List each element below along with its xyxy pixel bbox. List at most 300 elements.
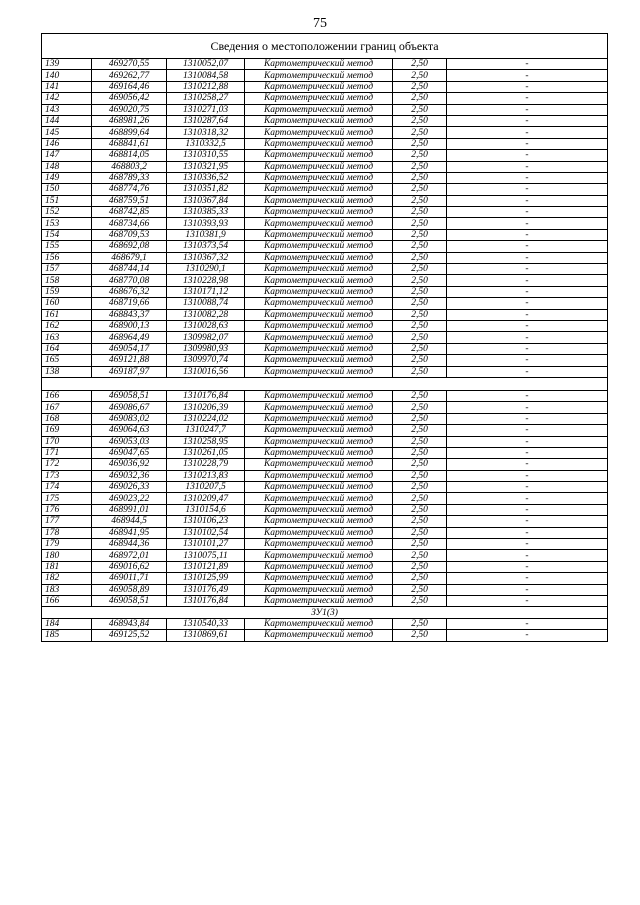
table-row [42,550,608,561]
table-cell: 2,50 [393,286,447,297]
table-cell: - [447,320,608,331]
table-cell: 468759,51 [92,195,167,206]
table-cell: 468676,32 [92,286,167,297]
table-cell: 2,50 [393,229,447,240]
table-cell: Картометрический метод [245,275,393,286]
table-cell: 2,50 [393,161,447,172]
table-cell: Картометрический метод [245,218,393,229]
table-cell: 2,50 [393,630,447,641]
table-cell: - [447,539,608,550]
boundary-table [41,33,608,642]
table-cell: 147 [42,150,92,161]
table-cell: 1310121,89 [167,561,245,572]
table-cell: 469064,63 [92,425,167,436]
table-cell: 1310176,84 [167,595,245,606]
table-cell: 185 [42,630,92,641]
table-row [42,504,608,515]
table-cell: - [447,81,608,92]
table-cell: 160 [42,298,92,309]
table-cell: Картометрический метод [245,550,393,561]
table-cell: 468744,14 [92,264,167,275]
table-cell: 1310367,84 [167,195,245,206]
table-cell: 184 [42,618,92,629]
table-cell: 468944,5 [92,516,167,527]
table-cell: Картометрический метод [245,70,393,81]
table-row [42,286,608,297]
table-cell: Картометрический метод [245,252,393,263]
table-cell: 468709,53 [92,229,167,240]
table-row [42,252,608,263]
table-cell: Картометрический метод [245,618,393,629]
table-cell: 2,50 [393,573,447,584]
table-cell: 1310106,23 [167,516,245,527]
table-cell: Картометрический метод [245,150,393,161]
table-cell: Картометрический метод [245,115,393,126]
table-cell: Картометрический метод [245,413,393,424]
table-row [42,332,608,343]
table-cell: 2,50 [393,539,447,550]
table-cell: 139 [42,59,92,70]
table-cell: 2,50 [393,413,447,424]
table-cell: - [447,309,608,320]
table-cell: 1309970,74 [167,355,245,366]
table-cell: 1310075,11 [167,550,245,561]
table-cell: 157 [42,264,92,275]
table-cell: 174 [42,482,92,493]
table-cell: 2,50 [393,332,447,343]
table-cell: 177 [42,516,92,527]
table-cell: 144 [42,115,92,126]
table-cell: 178 [42,527,92,538]
table-cell: - [447,343,608,354]
table-cell: 2,50 [393,482,447,493]
table-cell: - [447,447,608,458]
table-cell: Картометрический метод [245,298,393,309]
table-cell: 1310084,58 [167,70,245,81]
table-cell: 2,50 [393,252,447,263]
table-cell: 163 [42,332,92,343]
table-cell: 152 [42,207,92,218]
table-cell: 1310351,82 [167,184,245,195]
table-cell: 1310028,63 [167,320,245,331]
table-cell: - [447,286,608,297]
table-cell: 165 [42,355,92,366]
table-cell: - [447,172,608,183]
table-cell: 469054,17 [92,343,167,354]
table-cell: 468941,95 [92,527,167,538]
table-cell: 2,50 [393,172,447,183]
table-cell: 182 [42,573,92,584]
table-row [42,482,608,493]
table-cell: 469086,67 [92,402,167,413]
table-cell: 1310290,1 [167,264,245,275]
table-cell: Картометрический метод [245,402,393,413]
table-cell: 469036,92 [92,459,167,470]
table-cell: 2,50 [393,70,447,81]
table-cell: Картометрический метод [245,184,393,195]
table-cell: Картометрический метод [245,332,393,343]
table-cell: 1310332,5 [167,138,245,149]
table-cell: 2,50 [393,595,447,606]
table-cell: 170 [42,436,92,447]
table-cell: 145 [42,127,92,138]
table-cell: 146 [42,138,92,149]
table-row [42,390,608,401]
table-cell: Картометрический метод [245,309,393,320]
table-cell: - [447,504,608,515]
table-cell: - [447,298,608,309]
table-cell: - [447,150,608,161]
table-cell: 1310540,33 [167,618,245,629]
table-cell: 2,50 [393,195,447,206]
table-cell: 1310247,7 [167,425,245,436]
table-cell: 179 [42,539,92,550]
table-cell: 1310336,52 [167,172,245,183]
table-cell: 469032,36 [92,470,167,481]
table-cell: 1310209,47 [167,493,245,504]
table-cell: 2,50 [393,298,447,309]
table-cell: - [447,470,608,481]
table-cell: 468770,08 [92,275,167,286]
table-cell: Картометрический метод [245,195,393,206]
table-cell: 166 [42,595,92,606]
table-cell: 138 [42,366,92,377]
table-row [42,81,608,92]
table-cell: Картометрический метод [245,241,393,252]
table-cell: 151 [42,195,92,206]
table-row [42,561,608,572]
table-cell: 2,50 [393,59,447,70]
table-row [42,595,608,606]
table-cell: - [447,184,608,195]
table-cell: 2,50 [393,207,447,218]
table-cell: - [447,104,608,115]
table-cell: 169 [42,425,92,436]
table-cell: 469187,97 [92,366,167,377]
table-cell: 159 [42,286,92,297]
table-cell: 158 [42,275,92,286]
table-cell: 2,50 [393,425,447,436]
table-row [42,70,608,81]
table-cell: Картометрический метод [245,355,393,366]
table-cell: - [447,115,608,126]
table-cell: 167 [42,402,92,413]
table-cell: Картометрический метод [245,161,393,172]
table-cell: 469164,46 [92,81,167,92]
table-cell: 1309980,93 [167,343,245,354]
table-cell: 468692,08 [92,241,167,252]
table-cell: 1310176,49 [167,584,245,595]
table-cell: 1310258,95 [167,436,245,447]
table-cell: - [447,275,608,286]
table-row [42,298,608,309]
table-cell: - [447,436,608,447]
table-cell: 140 [42,70,92,81]
table-row [42,115,608,126]
table-cell: 164 [42,343,92,354]
table-cell: 2,50 [393,355,447,366]
table-cell: 1310171,12 [167,286,245,297]
table-cell: 1310271,03 [167,104,245,115]
table-cell: Картометрический метод [245,127,393,138]
table-cell: 468964,49 [92,332,167,343]
table-cell: 1310154,6 [167,504,245,515]
table-cell: 469020,75 [92,104,167,115]
table-cell: Картометрический метод [245,286,393,297]
table-cell: 2,50 [393,436,447,447]
table-cell: - [447,241,608,252]
table-cell: 2,50 [393,127,447,138]
table-row [42,161,608,172]
table-cell: 2,50 [393,241,447,252]
table-row [42,493,608,504]
table-cell: 468789,33 [92,172,167,183]
table-cell: 468734,66 [92,218,167,229]
table-cell: - [447,493,608,504]
table-cell: Картометрический метод [245,573,393,584]
section-row [42,607,608,618]
table-cell: 161 [42,309,92,320]
table-cell: 468899,64 [92,127,167,138]
table-cell: 469011,71 [92,573,167,584]
table-row [42,539,608,550]
table-cell: 1310321,95 [167,161,245,172]
table-cell: 155 [42,241,92,252]
table-cell: - [447,93,608,104]
table-cell: 1310082,28 [167,309,245,320]
table-title-row [42,34,608,59]
table-cell: 1310287,64 [167,115,245,126]
table-row [42,470,608,481]
table-cell: 469053,03 [92,436,167,447]
table-row [42,573,608,584]
table-cell: 2,50 [393,584,447,595]
table-row [42,264,608,275]
table-cell: 1309982,07 [167,332,245,343]
table-cell: Картометрический метод [245,527,393,538]
table-row [42,172,608,183]
table-cell: 168 [42,413,92,424]
table-cell: 2,50 [393,320,447,331]
table-cell: 2,50 [393,184,447,195]
table-cell: 468991,01 [92,504,167,515]
table-cell: 468943,84 [92,618,167,629]
table-cell: - [447,264,608,275]
table-cell: - [447,252,608,263]
table-row [42,207,608,218]
table-cell: 469083,02 [92,413,167,424]
table-cell: 1310385,33 [167,207,245,218]
table-row [42,320,608,331]
table-cell: 2,50 [393,527,447,538]
table-cell: 1310258,27 [167,93,245,104]
table-cell: 2,50 [393,493,447,504]
table-cell: 468944,36 [92,539,167,550]
table-cell: - [447,561,608,572]
table-cell: 149 [42,172,92,183]
table-cell: - [447,218,608,229]
table-cell: 1310228,79 [167,459,245,470]
table-cell: 468679,1 [92,252,167,263]
table-cell: 180 [42,550,92,561]
table-cell: Картометрический метод [245,459,393,470]
table-cell: 141 [42,81,92,92]
table-cell: 468843,37 [92,309,167,320]
table-cell: 469016,62 [92,561,167,572]
table-cell: - [447,59,608,70]
table-cell: 468814,05 [92,150,167,161]
table-cell: Картометрический метод [245,264,393,275]
table-cell: Картометрический метод [245,447,393,458]
table-cell: 183 [42,584,92,595]
table-cell: Картометрический метод [245,630,393,641]
table-row [42,127,608,138]
table-cell: Картометрический метод [245,172,393,183]
table-row [42,584,608,595]
table-cell: Картометрический метод [245,425,393,436]
table-cell: Картометрический метод [245,584,393,595]
table-cell: 2,50 [393,81,447,92]
table-cell: 156 [42,252,92,263]
table-cell: Картометрический метод [245,436,393,447]
table-row [42,59,608,70]
table-cell: Картометрический метод [245,343,393,354]
table-cell: 148 [42,161,92,172]
table-cell: Картометрический метод [245,504,393,515]
table-cell: 1310213,83 [167,470,245,481]
table-cell: 1310052,07 [167,59,245,70]
table-cell: Картометрический метод [245,207,393,218]
table-row [42,436,608,447]
table-cell: 468900,13 [92,320,167,331]
table-row [42,241,608,252]
table-cell: 469262,77 [92,70,167,81]
table-row [42,229,608,240]
table-row [42,218,608,229]
table-row [42,93,608,104]
table-row [42,425,608,436]
table-row [42,447,608,458]
table-cell: 1310318,32 [167,127,245,138]
table-cell: Картометрический метод [245,482,393,493]
table-row [42,195,608,206]
table-row [42,618,608,629]
table-cell: 173 [42,470,92,481]
table-cell: 2,50 [393,516,447,527]
table-cell: 2,50 [393,115,447,126]
table-cell: 2,50 [393,343,447,354]
table-cell: 1310176,84 [167,390,245,401]
table-cell: 166 [42,390,92,401]
table-row [42,459,608,470]
table-cell: 469026,33 [92,482,167,493]
table-cell: Картометрический метод [245,366,393,377]
table-cell: 1310206,39 [167,402,245,413]
table-cell: 469121,88 [92,355,167,366]
table-cell: - [447,527,608,538]
table-cell: 1310228,98 [167,275,245,286]
table-cell: 469270,55 [92,59,167,70]
table-row [42,104,608,115]
table-cell: 172 [42,459,92,470]
table-cell: - [447,138,608,149]
table-cell: Картометрический метод [245,561,393,572]
table-cell: - [447,482,608,493]
table-cell: 1310869,61 [167,630,245,641]
table-row [42,355,608,366]
table-cell: 142 [42,93,92,104]
page-number: 75 [313,16,327,31]
table-cell: 468841,61 [92,138,167,149]
table-cell: - [447,390,608,401]
table-cell: 1310212,88 [167,81,245,92]
table-cell: - [447,550,608,561]
table-cell: 2,50 [393,561,447,572]
table-cell: Картометрический метод [245,229,393,240]
table-row [42,366,608,377]
table-row [42,516,608,527]
table-cell: - [447,459,608,470]
table-cell: Картометрический метод [245,81,393,92]
table-cell: 2,50 [393,264,447,275]
table-cell: 1310261,05 [167,447,245,458]
table-cell: Картометрический метод [245,320,393,331]
table-cell: 1310101,27 [167,539,245,550]
table-cell: 2,50 [393,390,447,401]
table-cell: Картометрический метод [245,59,393,70]
table-cell: - [447,332,608,343]
table-cell: 1310310,55 [167,150,245,161]
section-label: ЗУ1(3) [42,607,608,618]
table-row [42,413,608,424]
table-cell: Картометрический метод [245,516,393,527]
table-cell: 176 [42,504,92,515]
table-cell: 2,50 [393,93,447,104]
table-row [42,343,608,354]
table-cell: 2,50 [393,309,447,320]
table-cell: Картометрический метод [245,390,393,401]
table-cell: 181 [42,561,92,572]
table-cell: 1310125,99 [167,573,245,584]
table-cell: 469125,52 [92,630,167,641]
table-cell: 2,50 [393,366,447,377]
table-row [42,138,608,149]
table-cell: 1310381,9 [167,229,245,240]
table-cell: 2,50 [393,447,447,458]
table-cell: 143 [42,104,92,115]
table-cell: - [447,229,608,240]
table-cell: 1310088,74 [167,298,245,309]
table-cell: - [447,516,608,527]
table-cell: 2,50 [393,504,447,515]
table-cell: - [447,618,608,629]
table-cell: 1310224,02 [167,413,245,424]
table-row [42,630,608,641]
table-cell: 171 [42,447,92,458]
table-cell: 2,50 [393,618,447,629]
table-cell: 469058,51 [92,595,167,606]
table-cell: 162 [42,320,92,331]
table-cell: 2,50 [393,138,447,149]
table-cell: - [447,70,608,81]
table-cell: 1310207,5 [167,482,245,493]
table-row [42,309,608,320]
table-cell: 469058,89 [92,584,167,595]
table-cell: 150 [42,184,92,195]
table-cell: 2,50 [393,275,447,286]
table-cell: Картометрический метод [245,93,393,104]
table-cell: 1310102,54 [167,527,245,538]
